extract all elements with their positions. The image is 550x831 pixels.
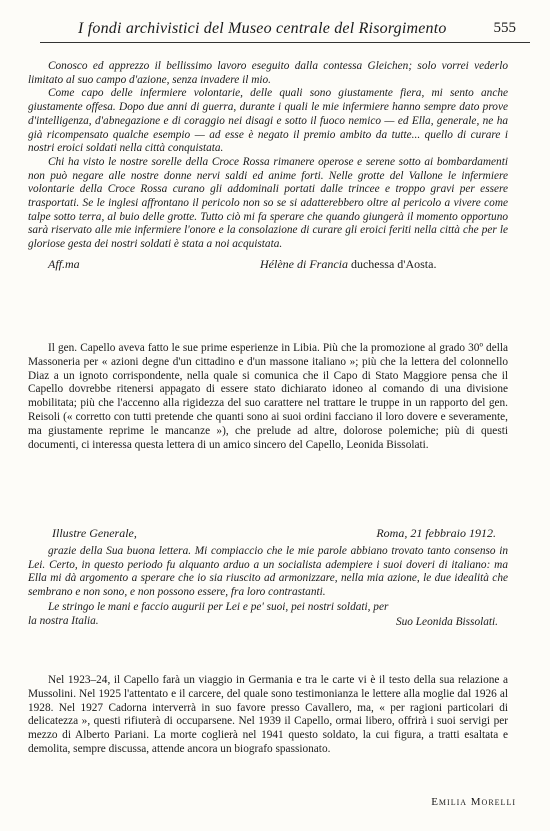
letter2-paragraph-1: grazie della Sua buona lettera. Mi compiaccio che le mie parole abbiano trovato tanto consenso in Lei. Certo, in questo periodo fu alquanto arduo a un socialista adempiere i suoi doveri di italiano: ma Ella mi dà argomento a sperare che io sia riuscito ad armonizzare, nella mia azione, le due idealità che sembrano e non sono, e non possono essere, fra loro contrastanti. xyxy=(28,545,508,599)
body-section-2 xyxy=(28,674,508,757)
letter1-sign-off: Aff.ma xyxy=(48,256,80,271)
letter2-closing xyxy=(28,600,508,630)
letter2-closing-line-2: la nostra Italia. xyxy=(28,614,99,627)
letter-bissolati xyxy=(28,526,508,630)
body-section-1 xyxy=(28,342,508,452)
body-paragraph-1: Il gen. Capello aveva fatto le sue prime esperienze in Libia. Più che la promozione al grado 30º della Massoneria per « azioni degne d'un cittadino e d'un massone italiano »; più che la lettera del colonnello Diaz a un ignoto corrispondente, nella quale si comunica che il Capo di Stato Maggiore pensa che il Capello dovrebbe ritenersi appagato di essere stato dichiarato idoneo al comando di una divisione mobilitata; più che l'accenno alla rigidezza del suo carattere nel trattare le truppe in un rapporto del gen. Reisoli (« corretto con tutti pretende che quanti sono ai suoi ordini facciano il loro dovere e severamente, ma giustamente reprime le mancanze »), che prelude ad altre, dolorose polemiche; più di questi documenti, ci interessa questa lettera di un amico sincero del Capello, Leonida Bissolati. xyxy=(28,342,508,451)
letter1-paragraph-1: Conosco ed apprezzo il bellissimo lavoro eseguito dalla contessa Gleichen; solo vorrei vederlo limitato al suo campo d'azione, senza invadere il mio. xyxy=(28,60,508,86)
letter2-date: Roma, 21 febbraio 1912. xyxy=(376,526,496,540)
running-header xyxy=(40,20,530,42)
letter-duchess xyxy=(28,60,508,273)
body-paragraph-2: Nel 1923–24, il Capello farà un viaggio in Germania e tra le carte vi è il testo della sua relazione a Mussolini. Nel 1925 l'attentato e il carcere, del quale sono testimonianza le lettere alla moglie dal 1926 al 1928. Nel 1927 Cadorna interverrà in suo favore presso Cavallero, ma, « per ragioni particolari di delicatezza », questi rifiuterà di occuparsene. Nel 1939 il Capello, ormai libero, offrirà i suoi servigi per mezzo di Alberto Pariani. La morte coglierà nel 1941 questo soldato, la cui figura, a tratti esaltata e demolita, sempre discussa, attende ancora un biografo spassionato. xyxy=(28,674,508,755)
letter2-signature: Suo Leonida Bissolati. xyxy=(396,615,498,628)
letter2-heading xyxy=(28,526,508,542)
page-number: 555 xyxy=(493,20,516,36)
letter2-salutation: Illustre Generale, xyxy=(52,526,137,540)
letter2-closing-line-1: Le stringo le mani e faccio augurii per Lei e pe' suoi, pei nostri soldati, per xyxy=(48,600,389,613)
letter1-paragraph-3: Chi ha visto le nostre sorelle della Croce Rossa rimanere operose e serene sotto ai bombardamenti non può negare alle nostre donne nervi saldi ed anime forti. Nelle grotte del Vallone le infermiere volontarie della Croce Rossa curano gli addominali portati dalle trincee e troppo gravi per essere trasportati. Se le inglesi affrontano il pericolo non so se si adatterebbero oltre al pericolo a vivere come talpe sotto terra, al buio delle grotte. Tutto ciò mi fa sperare che quando giungerà il momento opportuno sarà riservato alle mie infermiere l'onore e la consolazione di curare gli eroici feriti nella città che per le gloriose gesta dei nostri soldati è stata a noi acquistata. xyxy=(28,155,508,251)
running-title: I fondi archivistici del Museo centrale del Risorgimento xyxy=(78,20,447,37)
header-rule xyxy=(40,42,530,43)
author-signature: Emilia Morelli xyxy=(431,796,516,808)
letter1-paragraph-2: Come capo delle infermiere volontarie, delle quali sono giustamente fiera, mi sento anche giustamente offesa. Dopo due anni di guerra, durante i quali le mie infermiere hanno sempre dato prove d'intelligenza, d'abnegazione e di coraggio nei disagi e sotto il fuoco nemico — ed Ella, generale, ne ha già ricompensato qualche esempio — ad esse è negato il premio ambito da tutte... quello di curare i nostri eroici soldati nella città conquistata. xyxy=(28,87,508,155)
letter1-signer-name: Hélène di Francia xyxy=(260,256,348,271)
letter1-signer-title: duchessa d'Aosta. xyxy=(347,256,437,271)
letter1-signature xyxy=(28,257,508,273)
